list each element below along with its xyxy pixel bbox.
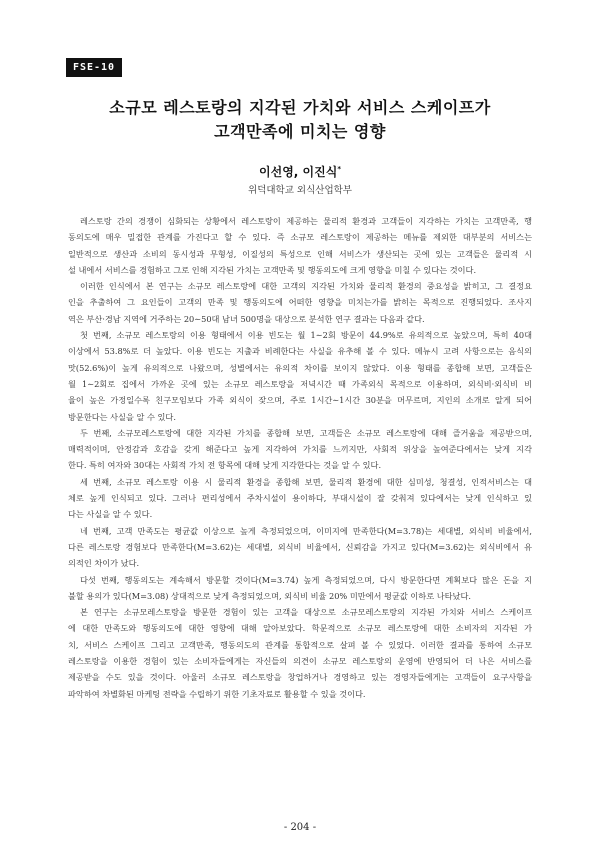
text-line: 불할 용의가 있다(M=3.08) 상대적으로 낮게 측정되었으며, 외식비 비율 20% 미만에서 평균값 이하로 나타났다. (68, 590, 471, 601)
abstract-body (68, 213, 532, 702)
text-line: 파악하여 차별화된 마케팅 전략을 수립하기 위한 기초자료로 활용할 수 있을 것이다. (68, 688, 366, 699)
text-line: 첫 번째, 소규모 레스토랑의 이용 형태에서 이용 빈도는 월 1∼2회 방문이 44.9%로 유의적으로 높았으며, 특히 40대 (80, 330, 532, 341)
text-line: 에 대한 만족도와 행동의도에 대한 영향에 대해 알아보았다. 학문적으로 소규모 레스토랑에 대한 소비자의 지각된 가 (68, 623, 532, 634)
text-line: 치, 서비스 스케이프 그리고 고객만족, 행동의도의 관계를 통합적으로 살펴 볼 수 있었다. 이러한 결과를 통하여 소규모 (68, 639, 532, 650)
text-line: 방문한다는 사실을 알 수 있다. (68, 411, 176, 422)
text-line: 두 번째, 소규모레스토랑에 대한 지각된 가치를 종합해 보면, 고객들은 소규모 레스토랑에 대해 즐거움을 제공받으며, (80, 427, 532, 438)
text-line: 세 번째, 소규모 레스토랑 이용 시 물리적 환경을 종합해 보면, 물리적 환경에 대한 심미성, 청결성, 인적서비스는 대 (80, 476, 532, 487)
text-line: 의적인 차이가 났다. (68, 558, 140, 569)
text-line: 일반적으로 생산과 소비의 동시성과 무형성, 이질성의 특성으로 인해 서비스가 생산되는 곳에 있는 고객들은 물리적 시 (68, 248, 532, 259)
text-line: 율이 높은 가정일수록 친구모임보다 가족 외식이 잦으며, 주로 1시간∼1시간 30분을 머무르며, 지인의 소개로 알게 되어 (68, 395, 532, 406)
corresponding-author-mark: * (337, 165, 341, 173)
text-line: 네 번째, 고객 만족도는 평균값 이상으로 높게 측정되었으며, 이미지에 만족한다(M=3.78)는 세대별, 외식비 비율에서, (80, 525, 532, 536)
text-line: 설 내에서 서비스를 경험하고 그로 인해 지각된 가치는 고객만족 및 행동의도에 크게 영향을 미칠 수 있다는 것이다. (68, 264, 477, 275)
text-line: 매력적이며, 안정감과 호감을 갖게 해준다고 높게 지각하여 가치를 느끼지만, 사회적 위상을 높여준다에서는 낮게 지각 (68, 444, 532, 455)
text-line: 월 1∼2회로 집에서 가까운 곳에 있는 소규모 레스토랑을 저녁시간 때 가족외식 목적으로 이용하며, 외식비·외식비 비 (68, 378, 532, 389)
text-line: 레스토랑을 이용한 경험이 있는 소비자들에게는 자신들의 의견이 소규모 레스토랑의 운영에 반영되어 더 나은 서비스를 (68, 656, 532, 667)
affiliation: 위덕대학교 외식산업학부 (248, 185, 352, 196)
paper-title-line2: 고객만족에 미치는 영향 (214, 122, 386, 141)
text-line: 동의도에 매우 밀접한 관계를 가진다고 할 수 있다. 즉 소규모 레스토랑이 제공하는 메뉴를 제외한 대부분의 서비스는 (68, 232, 532, 243)
text-line: 다는 사실을 알 수 있다. (68, 509, 153, 520)
author-names: 이선영, 이진식 (259, 165, 338, 179)
text-line: 제공받을 수도 있을 것이다. 아울러 소규모 레스토랑을 창업하거나 경영하고 있는 경영자들에게는 고객들이 요구사항을 (68, 672, 532, 683)
text-line: 한다. 특히 여자와 30대는 사회적 가치 전 항목에 대해 낮게 지각한다는 것을 알 수 있다. (68, 460, 382, 471)
text-line: 이상에서 53.8%로 더 높았다. 이용 빈도는 지출과 비례한다는 사실을 유추해 볼 수 있다. 메뉴시 고려 사항으로는 음식의 (68, 346, 532, 357)
text-line: 다른 레스토랑 경험보다 만족한다(M=3.62)는 세대별, 외식비 비율에서, 신뢰감을 가지고 있다(M=3.62)는 외식비에서 유 (68, 541, 532, 552)
session-tag: FSE-10 (66, 58, 122, 77)
text-line: 역은 부산·경남 지역에 거주하는 20∼50대 남녀 500명을 대상으로 분석한 연구 결과는 다음과 같다. (68, 313, 425, 324)
paper-title-line1: 소규모 레스토랑의 지각된 가치와 서비스 스케이프가 (109, 98, 491, 117)
page-number: - 204 - (283, 822, 317, 833)
text-line: 본 연구는 소규모레스토랑을 방문한 경험이 있는 고객을 대상으로 소규모레스토랑의 지각된 가치와 서비스 스케이프 (80, 607, 532, 618)
text-line: 인을 추출하여 그 요인들이 고객의 만족 및 행동의도에 어떠한 영향을 미치는가를 밝히는 목적으로 진행되었다. 조사지 (68, 297, 532, 308)
text-line: 체로 높게 인식되고 있다. 그러나 편리성에서 주차시설이 용이하다, 부대시설이 잘 갖춰져 있다에서는 낮게 인식하고 있 (68, 493, 532, 504)
text-line: 맛(52.6%)이 높게 유의적으로 나왔으며, 성별에서는 유의적 차이를 보이지 않았다. 이용 형태를 종합해 보면, 고객들은 (68, 362, 532, 373)
text-line: 이러한 인식에서 본 연구는 소규모 레스토랑에 대한 고객의 지각된 가치와 물리적 환경의 중요성을 밝히고, 그 결정요 (80, 281, 532, 292)
text-line: 레스토랑 간의 경쟁이 심화되는 상황에서 레스토랑이 제공하는 물리적 환경과 고객들이 지각하는 가치는 고객만족, 행 (80, 216, 532, 226)
text-line: 다섯 번째, 행동의도는 계속해서 방문할 것이다(M=3.74) 높게 측정되었으며, 다시 방문한다면 계획보다 많은 돈을 지 (80, 574, 532, 585)
authors (0, 163, 600, 180)
